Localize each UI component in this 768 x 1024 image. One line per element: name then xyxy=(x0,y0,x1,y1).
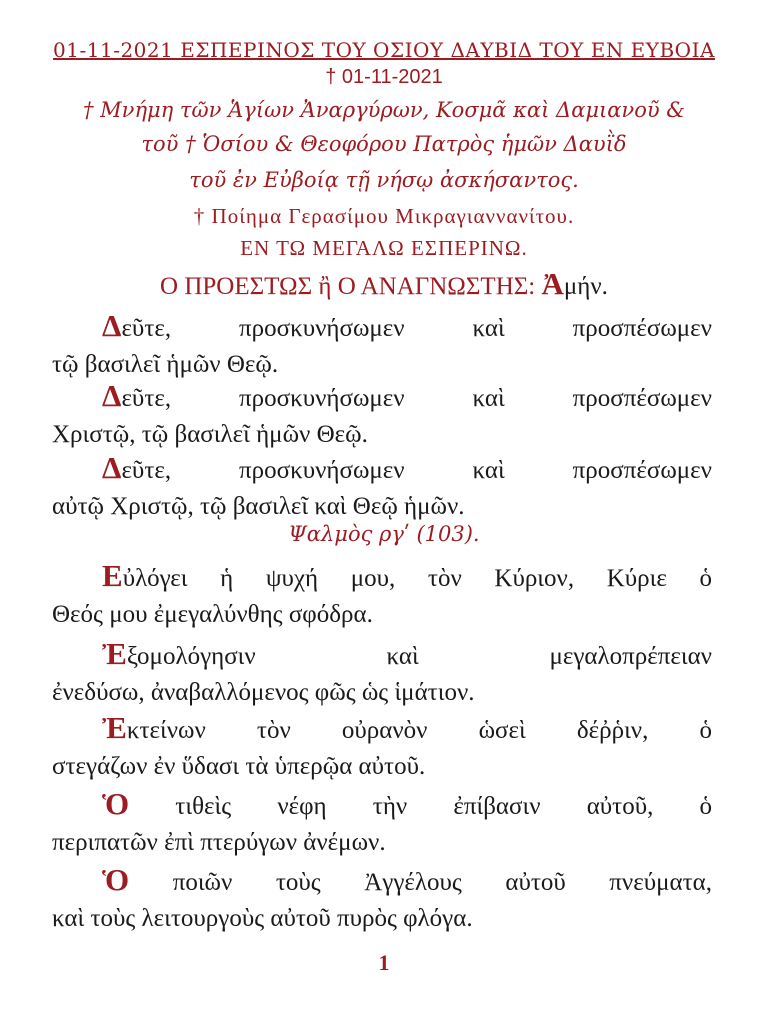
paragraph-dropcap: Δ xyxy=(102,450,122,485)
paragraph-text-line: εῦτε, προσκυνήσωμεν καὶ προσπέσωμεν xyxy=(121,457,712,484)
invitation-paragraph xyxy=(52,452,712,525)
paragraph-dropcap: Δ xyxy=(102,308,122,343)
paragraph-dropcap: Δ xyxy=(102,378,122,413)
reader-line xyxy=(0,268,768,301)
commemoration-line-1: † Μνήμη τῶν Ἁγίων Ἀναργύρων, Κοσμᾶ καὶ Δαμιανοῦ & xyxy=(83,98,685,122)
paragraph-text-line: Χριστῷ, τῷ βασιλεῖ ἡμῶν Θεῷ. xyxy=(52,421,368,448)
paragraph-text-line: εῦτε, προσκυνήσωμεν καὶ προσπέσωμεν xyxy=(121,315,712,342)
reader-role: Ο ΠΡΟΕΣΤΩΣ ἢ Ο ΑΝΑΓΝΩΣΤΗΣ: xyxy=(160,273,542,300)
psalm-verse xyxy=(52,560,712,633)
verse-text-line: ξομολόγησιν καὶ μεγαλοπρέπειαν xyxy=(126,643,712,670)
verse-text-line: κτείνων τὸν οὐρανὸν ὡσεὶ δέῤῥιν, ὁ xyxy=(126,717,712,744)
psalm-verse xyxy=(52,864,712,937)
verse-text-line: περιπατῶν ἐπὶ πτερύγων ἀνέμων. xyxy=(52,829,386,856)
document-date: † 01-11-2021 xyxy=(325,66,443,88)
verse-dropcap: Ἐ xyxy=(102,636,127,671)
invitation-paragraph xyxy=(52,310,712,383)
document-title: 01-11-2021 ΕΣΠΕΡΙΝΟΣ ΤΟΥ ΟΣΙΟΥ ΔΑΥΒΙΔ ΤΟΥ ΕΝ ΕΥΒΟΙΑ xyxy=(53,38,715,62)
paragraph-text-line: εῦτε, προσκυνήσωμεν καὶ προσπέσωμεν xyxy=(121,385,712,412)
verse-text-line: στεγάζων ἐν ὕδασι τὰ ὑπερῷα αὐτοῦ. xyxy=(52,753,426,780)
paragraph-text-line: τῷ βασιλεῖ ἡμῶν Θεῷ. xyxy=(52,351,279,378)
verse-dropcap: Ὁ xyxy=(102,862,130,897)
verse-text-line: ποιῶν τοὺς Ἀγγέλους αὐτοῦ πνεύματα, xyxy=(129,869,712,896)
psalm-verse xyxy=(52,788,712,861)
reader-amen: μήν. xyxy=(563,273,608,300)
verse-text-line: ἐνεδύσω, ἀναβαλλόμενος φῶς ὡς ἱμάτιον. xyxy=(52,679,475,706)
service-heading: ΕΝ ΤΩ ΜΕΓΑΛΩ ΕΣΠΕΡΙΝΩ. xyxy=(240,236,528,260)
invitation-paragraph xyxy=(52,380,712,453)
commemoration-line-3: τοῦ ἐν Εὐβοίᾳ τῇ νήσῳ ἀσκήσαντος. xyxy=(189,168,579,192)
paragraph-text-line: αὐτῷ Χριστῷ, τῷ βασιλεῖ καὶ Θεῷ ἡμῶν. xyxy=(52,493,465,520)
psalm-heading: Ψαλμὸς ργʹ (103). xyxy=(288,522,480,546)
psalm-verse xyxy=(52,638,712,711)
verse-dropcap: Ἐ xyxy=(102,710,127,745)
author-line: † Ποίημα Γερασίμου Μικραγιαννανίτου. xyxy=(193,204,575,228)
page-number: 1 xyxy=(378,950,390,975)
verse-dropcap: Ὁ xyxy=(102,786,130,821)
verse-text-line: τιθεὶς νέφη τὴν ἐπίβασιν αὐτοῦ, ὁ xyxy=(129,793,712,820)
commemoration-line-2: τοῦ † Ὁσίου & Θεοφόρου Πατρὸς ἡμῶν Δαυῒδ xyxy=(141,132,627,156)
verse-text-line: ὐλόγει ἡ ψυχή μου, τὸν Κύριον, Κύριε ὁ xyxy=(122,565,712,592)
reader-dropcap: Ἀ xyxy=(541,266,564,301)
verse-text-line: καὶ τοὺς λειτουργοὺς αὐτοῦ πυρὸς φλόγα. xyxy=(52,905,473,932)
verse-dropcap: Ε xyxy=(102,558,123,593)
verse-text-line: Θεός μου ἐμεγαλύνθης σφόδρα. xyxy=(52,601,373,628)
psalm-verse xyxy=(52,712,712,785)
